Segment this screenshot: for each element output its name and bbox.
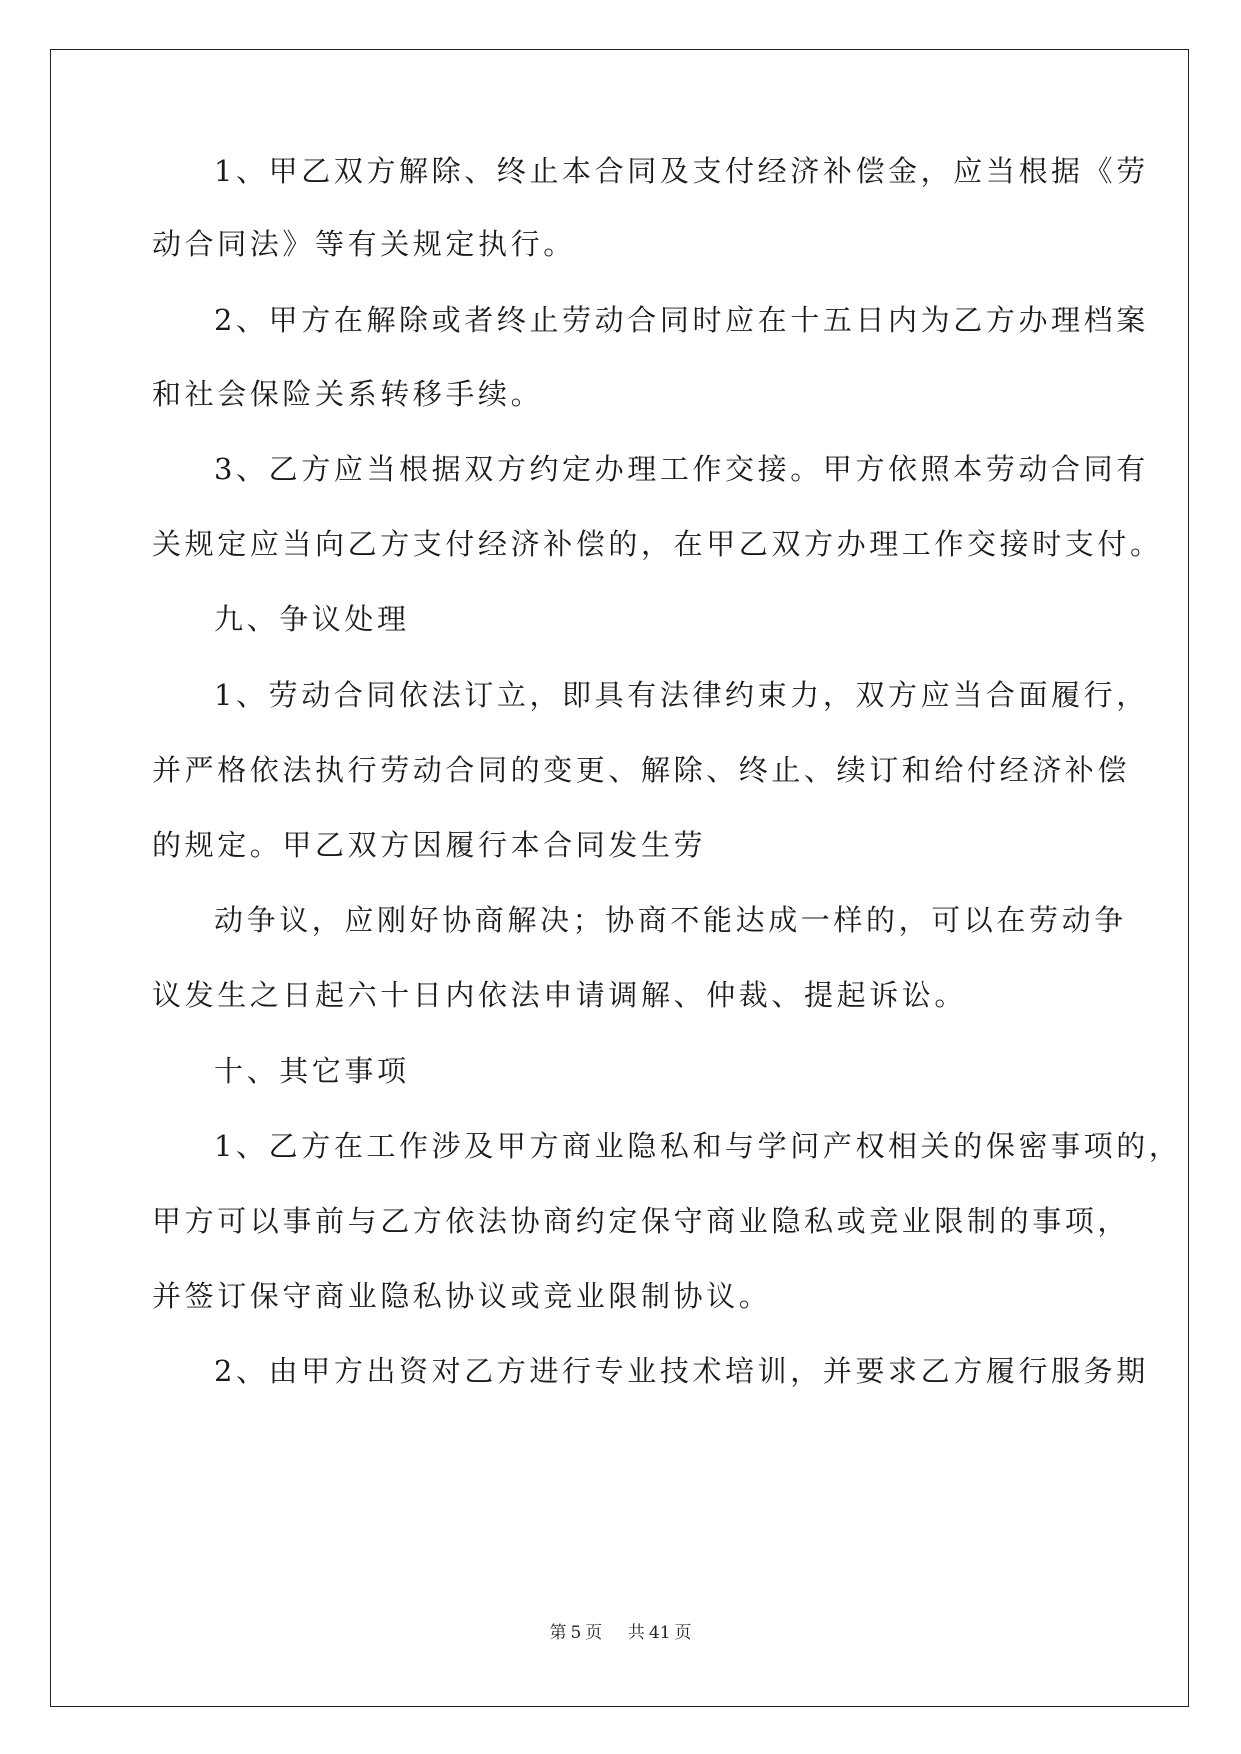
page-number: 5 <box>570 1623 582 1643</box>
total-suffix: 页 <box>674 1623 692 1643</box>
text-line: 并严格依法执行劳动合同的变更、解除、终止、续订和给付经济补偿 <box>152 753 1131 787</box>
page-suffix: 页 <box>585 1623 603 1643</box>
section-heading: 十、其它事项 <box>214 1054 410 1088</box>
page-border <box>50 49 1189 1707</box>
page-footer <box>0 1618 1241 1643</box>
text-line: 议发生之日起六十日内依法申请调解、仲裁、提起诉讼。 <box>152 978 968 1012</box>
text-line: 关规定应当向乙方支付经济补偿的，在甲乙双方办理工作交接时支付。 <box>152 527 1163 561</box>
text-line: 1、劳动合同依法订立，即具有法律约束力，双方应当合面履行， <box>214 678 1149 712</box>
text-line: 2、甲方在解除或者终止劳动合同时应在十五日内为乙方办理档案 <box>214 303 1149 337</box>
text-line: 1、甲乙双方解除、终止本合同及支付经济补偿金，应当根据《劳 <box>214 154 1149 188</box>
text-line: 甲方可以事前与乙方依法协商约定保守商业隐私或竞业限制的事项， <box>152 1204 1131 1238</box>
page-prefix: 第 <box>549 1623 567 1643</box>
text-line: 动争议，应刚好协商解决；协商不能达成一样的，可以在劳动争 <box>214 903 1127 937</box>
text-line: 和社会保险关系转移手续。 <box>152 377 544 411</box>
text-line: 的规定。甲乙双方因履行本合同发生劳 <box>152 828 707 862</box>
text-line: 1、乙方在工作涉及甲方商业隐私和与学问产权相关的保密事项的， <box>214 1129 1182 1163</box>
text-line: 3、乙方应当根据双方约定办理工作交接。甲方依照本劳动合同有 <box>214 452 1149 486</box>
total-prefix: 共 <box>627 1623 645 1643</box>
text-line: 并签订保守商业隐私协议或竞业限制协议。 <box>152 1279 772 1313</box>
total-pages: 41 <box>648 1623 671 1643</box>
text-line: 动合同法》等有关规定执行。 <box>152 227 576 261</box>
text-line: 2、由甲方出资对乙方进行专业技术培训，并要求乙方履行服务期 <box>214 1354 1149 1388</box>
section-heading: 九、争议处理 <box>214 602 410 636</box>
